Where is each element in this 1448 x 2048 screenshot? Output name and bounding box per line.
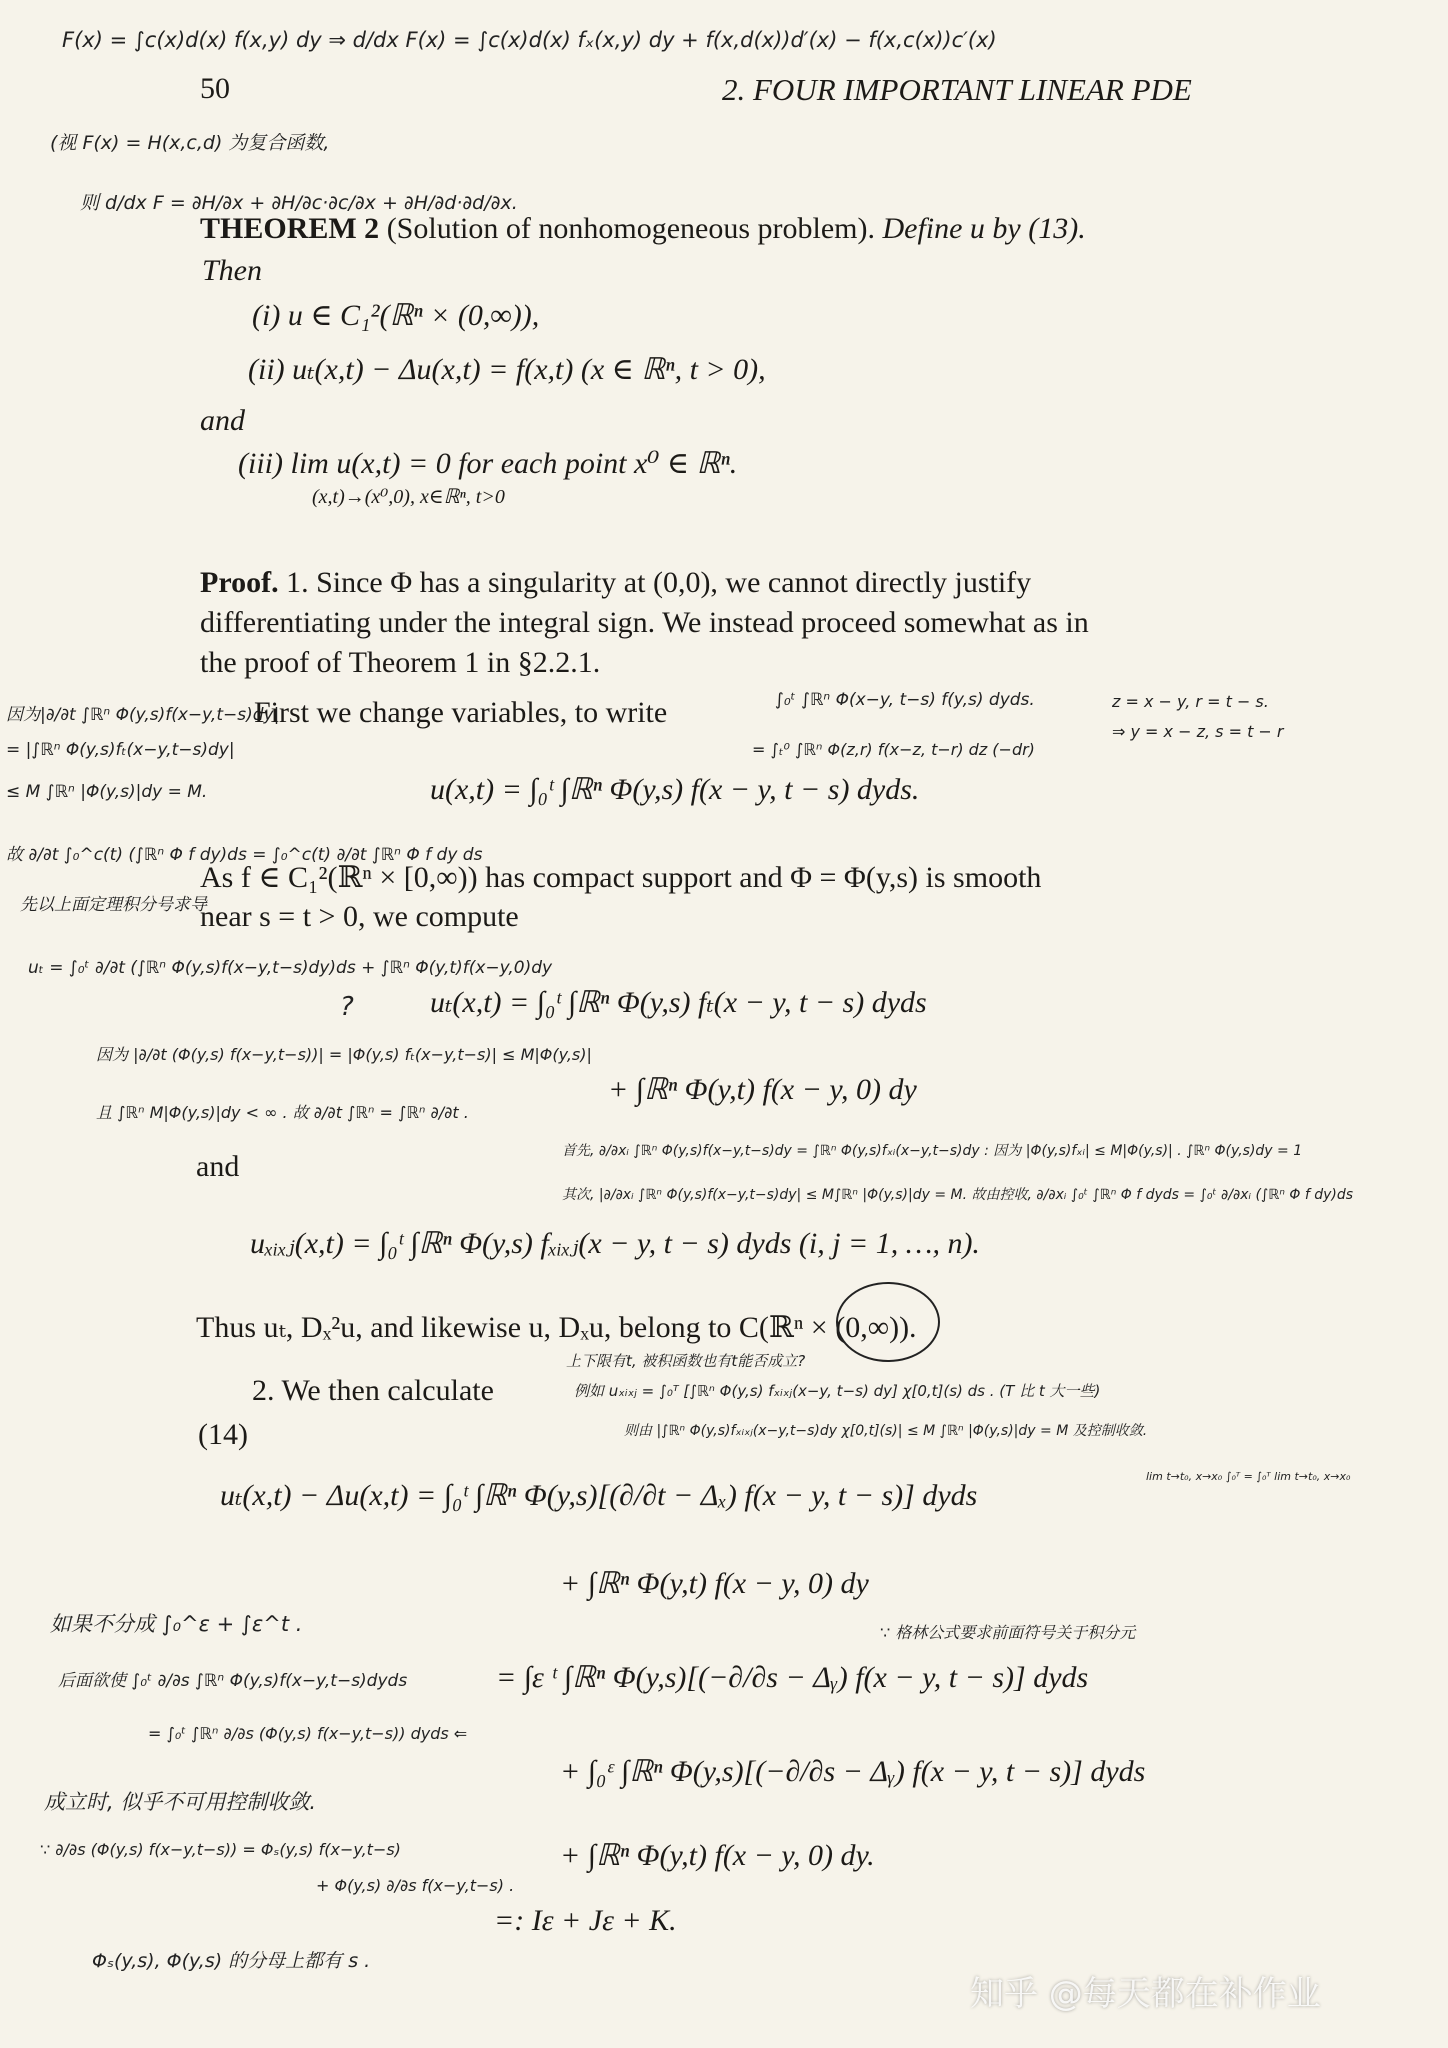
handwritten-left-1: 因为|∂/∂t ∫ℝⁿ Φ(y,s)f(x−y,t−s)dy| — [6, 705, 280, 725]
theorem-title: (Solution of nonhomogeneous problem). — [386, 212, 875, 245]
proof-para1-line1 — [200, 566, 1031, 600]
theorem-heading — [200, 212, 1086, 246]
handwritten-green-note: ∵ 格林公式要求前面符号关于积分元 — [880, 1623, 1136, 1642]
theorem-then: Then — [202, 254, 262, 287]
handwritten-dominated-note: 则由 |∫ℝⁿ Φ(y,s)fₓᵢₓⱼ(x−y,t−s)dy χ[0,t](s)| ≤ M ∫ℝⁿ |Φ(y,s)|dy = M 及控制收敛. — [624, 1423, 1148, 1439]
proof-label: Proof. — [200, 566, 279, 599]
equation-ut-line1: uₜ(x,t) = ∫₀ᵗ ∫ℝⁿ Φ(y,s) fₜ(x − y, t − s) dyds — [430, 986, 927, 1019]
handwritten-change-variables: ∫₀ᵗ ∫ℝⁿ Φ(x−y, t−s) f(y,s) dyds. — [775, 690, 1035, 710]
equation-14-line3: = ∫ε ᵗ ∫ℝⁿ Φ(y,s)[(−∂/∂s − Δᵧ) f(x − y, t − s)] dyds — [496, 1661, 1089, 1694]
equation-14-line5: + ∫ℝⁿ Φ(y,t) f(x − y, 0) dy. — [560, 1839, 875, 1872]
handwritten-top-formula: F(x) = ∫c(x)d(x) f(x,y) dy ⇒ d/dx F(x) = ∫c(x)d(x) fₓ(x,y) dy + f(x,d(x))d′(x) − f(x,c(x))c′(x) — [62, 28, 997, 52]
proof-thus: Thus uₜ, Dₓ²u, and likewise u, Dₓu, belong to C(ℝⁿ × (0,∞)). — [196, 1311, 917, 1344]
proof-para3-line2: near s = t > 0, we compute — [200, 900, 519, 933]
proof-para3-line1: As f ∈ C₁²(ℝⁿ × [0,∞)) has compact support and Φ = Φ(y,s) is smooth — [200, 861, 1042, 894]
theorem-and: and — [200, 404, 245, 437]
equation-ut-line2: + ∫ℝⁿ Φ(y,t) f(x − y, 0) dy — [608, 1073, 917, 1106]
handwritten-example-note: 例如 uₓᵢₓⱼ = ∫₀ᵀ [∫ℝⁿ Φ(y,s) fₓᵢₓⱼ(x−y, t−s) dy] χ[0,t](s) ds . (T 比 t 大一些) — [574, 1382, 1101, 1400]
handwritten-circle-mark — [836, 1282, 940, 1362]
handwritten-chain-rule: 则 d/dx F = ∂H/∂x + ∂H/∂c·∂c/∂x + ∂H/∂d·∂d/∂x. — [80, 192, 518, 214]
handwritten-because-3: ∵ ∂/∂s (Φ(y,s) f(x−y,t−s)) = Φₛ(y,s) f(x−y,t−s) — [40, 1840, 401, 1859]
proof-para1-line2: differentiating under the integral sign. We instead proceed somewhat as in — [200, 606, 1089, 639]
handwritten-if-not-split: 如果不分成 ∫₀^ε + ∫ε^t . — [50, 1612, 303, 1636]
handwritten-limit-note: lim t→t₀, x→x₀ ∫₀ᵀ = ∫₀ᵀ lim t→t₀, x→x₀ — [1146, 1470, 1351, 1483]
equation-14-line2: + ∫ℝⁿ Φ(y,t) f(x − y, 0) dy — [560, 1567, 869, 1600]
proof-para4: 2. We then calculate — [252, 1374, 494, 1407]
handwritten-second-derivative-note: 其次, |∂/∂xᵢ ∫ℝⁿ Φ(y,s)f(x−y,t−s)dy| ≤ M∫ℝⁿ |Φ(y,s)|dy = M. 故由控收, ∂/∂xᵢ ∫₀ᵗ ∫ℝⁿ Φ f dyds = ∫₀ᵗ ∂/∂xᵢ (∫ℝⁿ Φ f dy)ds — [562, 1187, 1354, 1203]
theorem-item-iii: (iii) lim u(x,t) = 0 for each point x⁰ ∈ ℝⁿ. — [238, 447, 738, 480]
handwritten-finite-integral: 且 ∫ℝⁿ M|Φ(y,s)|dy < ∞ . 故 ∂/∂t ∫ℝⁿ = ∫ℝⁿ ∂/∂t . — [96, 1103, 469, 1122]
handwritten-bounds-note: 上下限有t, 被积函数也有t能否成立? — [566, 1352, 806, 1370]
theorem-item-iii-subscript: (x,t)→(x⁰,0), x∈ℝⁿ, t>0 — [312, 486, 505, 508]
chapter-title: 2. FOUR IMPORTANT LINEAR PDE — [722, 72, 1192, 107]
theorem-label: THEOREM 2 — [200, 212, 380, 245]
handwritten-left-2: = |∫ℝⁿ Φ(y,s)fₜ(x−y,t−s)dy| — [6, 740, 235, 760]
handwritten-change-variables-2: = ∫ₜ⁰ ∫ℝⁿ Φ(z,r) f(x−z, t−r) dz (−dr) — [752, 740, 1035, 759]
equation-14-line6: =: Iε + Jε + K. — [494, 1904, 677, 1937]
equation-u: u(x,t) = ∫₀ᵗ ∫ℝⁿ Φ(y,s) f(x − y, t − s) dyds. — [430, 773, 920, 806]
handwritten-question-mark: ? — [340, 992, 354, 1022]
handwritten-left-4: 故 ∂/∂t ∫₀^c(t) (∫ℝⁿ Φ f dy)ds = ∫₀^c(t) ∂/∂t ∫ℝⁿ Φ f dy ds — [6, 845, 483, 865]
theorem-define: Define u by (13). — [882, 212, 1086, 245]
theorem-item-i: (i) u ∈ C₁²(ℝⁿ × (0,∞)), — [252, 299, 540, 332]
proof-and-word: and — [196, 1150, 240, 1183]
watermark: 知乎 @每天都在补作业 — [970, 1974, 1321, 2014]
proof-para1-line3: the proof of Theorem 1 in §2.2.1. — [200, 646, 601, 679]
handwritten-left-3: ≤ M ∫ℝⁿ |Φ(y,s)|dy = M. — [6, 782, 208, 802]
handwritten-substitution-2: ⇒ y = x − z, s = t − r — [1112, 722, 1284, 741]
handwritten-because-bound: 因为 |∂/∂t (Φ(y,s) f(x−y,t−s))| = |Φ(y,s) fₜ(x−y,t−s)| ≤ M|Φ(y,s)| — [96, 1045, 592, 1064]
equation-uxx: uₓᵢₓⱼ(x,t) = ∫₀ᵗ ∫ℝⁿ Φ(y,s) fₓᵢₓⱼ(x − y, t − s) dyds (i, j = 1, …, n). — [250, 1227, 980, 1260]
equation-14-line1: uₜ(x,t) − Δu(x,t) = ∫₀ᵗ ∫ℝⁿ Φ(y,s)[(∂/∂t − Δₓ) f(x − y, t − s)] dyds — [220, 1479, 978, 1512]
proof-para2-line1: First we change variables, to write — [254, 696, 668, 729]
handwritten-if-not-3: = ∫₀ᵗ ∫ℝⁿ ∂/∂s (Φ(y,s) f(x−y,t−s)) dyds ⇐ — [148, 1724, 468, 1743]
handwritten-first-derivative-note: 首先, ∂/∂xᵢ ∫ℝⁿ Φ(y,s)f(x−y,t−s)dy = ∫ℝⁿ Φ(y,s)fₓᵢ(x−y,t−s)dy : 因为 |Φ(y,s)fₓᵢ| ≤ M|Φ(y,s)| . ∫ℝⁿ Φ(y,s)dy = 1 — [562, 1143, 1303, 1159]
handwritten-ut-expansion: uₜ = ∫₀ᵗ ∂/∂t (∫ℝⁿ Φ(y,s)f(x−y,t−s)dy)ds + ∫ℝⁿ Φ(y,t)f(x−y,0)dy — [28, 958, 553, 978]
page-number: 50 — [200, 72, 230, 105]
handwritten-because-4: + Φ(y,s) ∂/∂s f(x−y,t−s) . — [316, 1876, 515, 1895]
equation-14-line4: + ∫₀ᵋ ∫ℝⁿ Φ(y,s)[(−∂/∂s − Δᵧ) f(x − y, t − s)] dyds — [560, 1755, 1146, 1788]
handwritten-left-5: 先以上面定理积分号求导 — [20, 895, 207, 915]
proof-text: 1. Since Φ has a singularity at (0,0), we cannot directly justify — [286, 566, 1032, 599]
handwritten-if-not-2: 后面欲使 ∫₀ᵗ ∂/∂s ∫ℝⁿ Φ(y,s)f(x−y,t−s)dyds — [58, 1671, 408, 1691]
theorem-item-ii: (ii) uₜ(x,t) − Δu(x,t) = f(x,t) (x ∈ ℝⁿ, t > 0), — [248, 353, 766, 386]
handwritten-composite-note: (视 F(x) = H(x,c,d) 为复合函数, — [50, 132, 330, 154]
equation-number-14: (14) — [198, 1418, 248, 1451]
handwritten-if-not-4: 成立时, 似乎不可用控制收敛. — [44, 1790, 317, 1814]
handwritten-denominator-note: Φₛ(y,s), Φ(y,s) 的分母上都有 s . — [92, 1950, 371, 1972]
handwritten-substitution: z = x − y, r = t − s. — [1112, 692, 1269, 711]
